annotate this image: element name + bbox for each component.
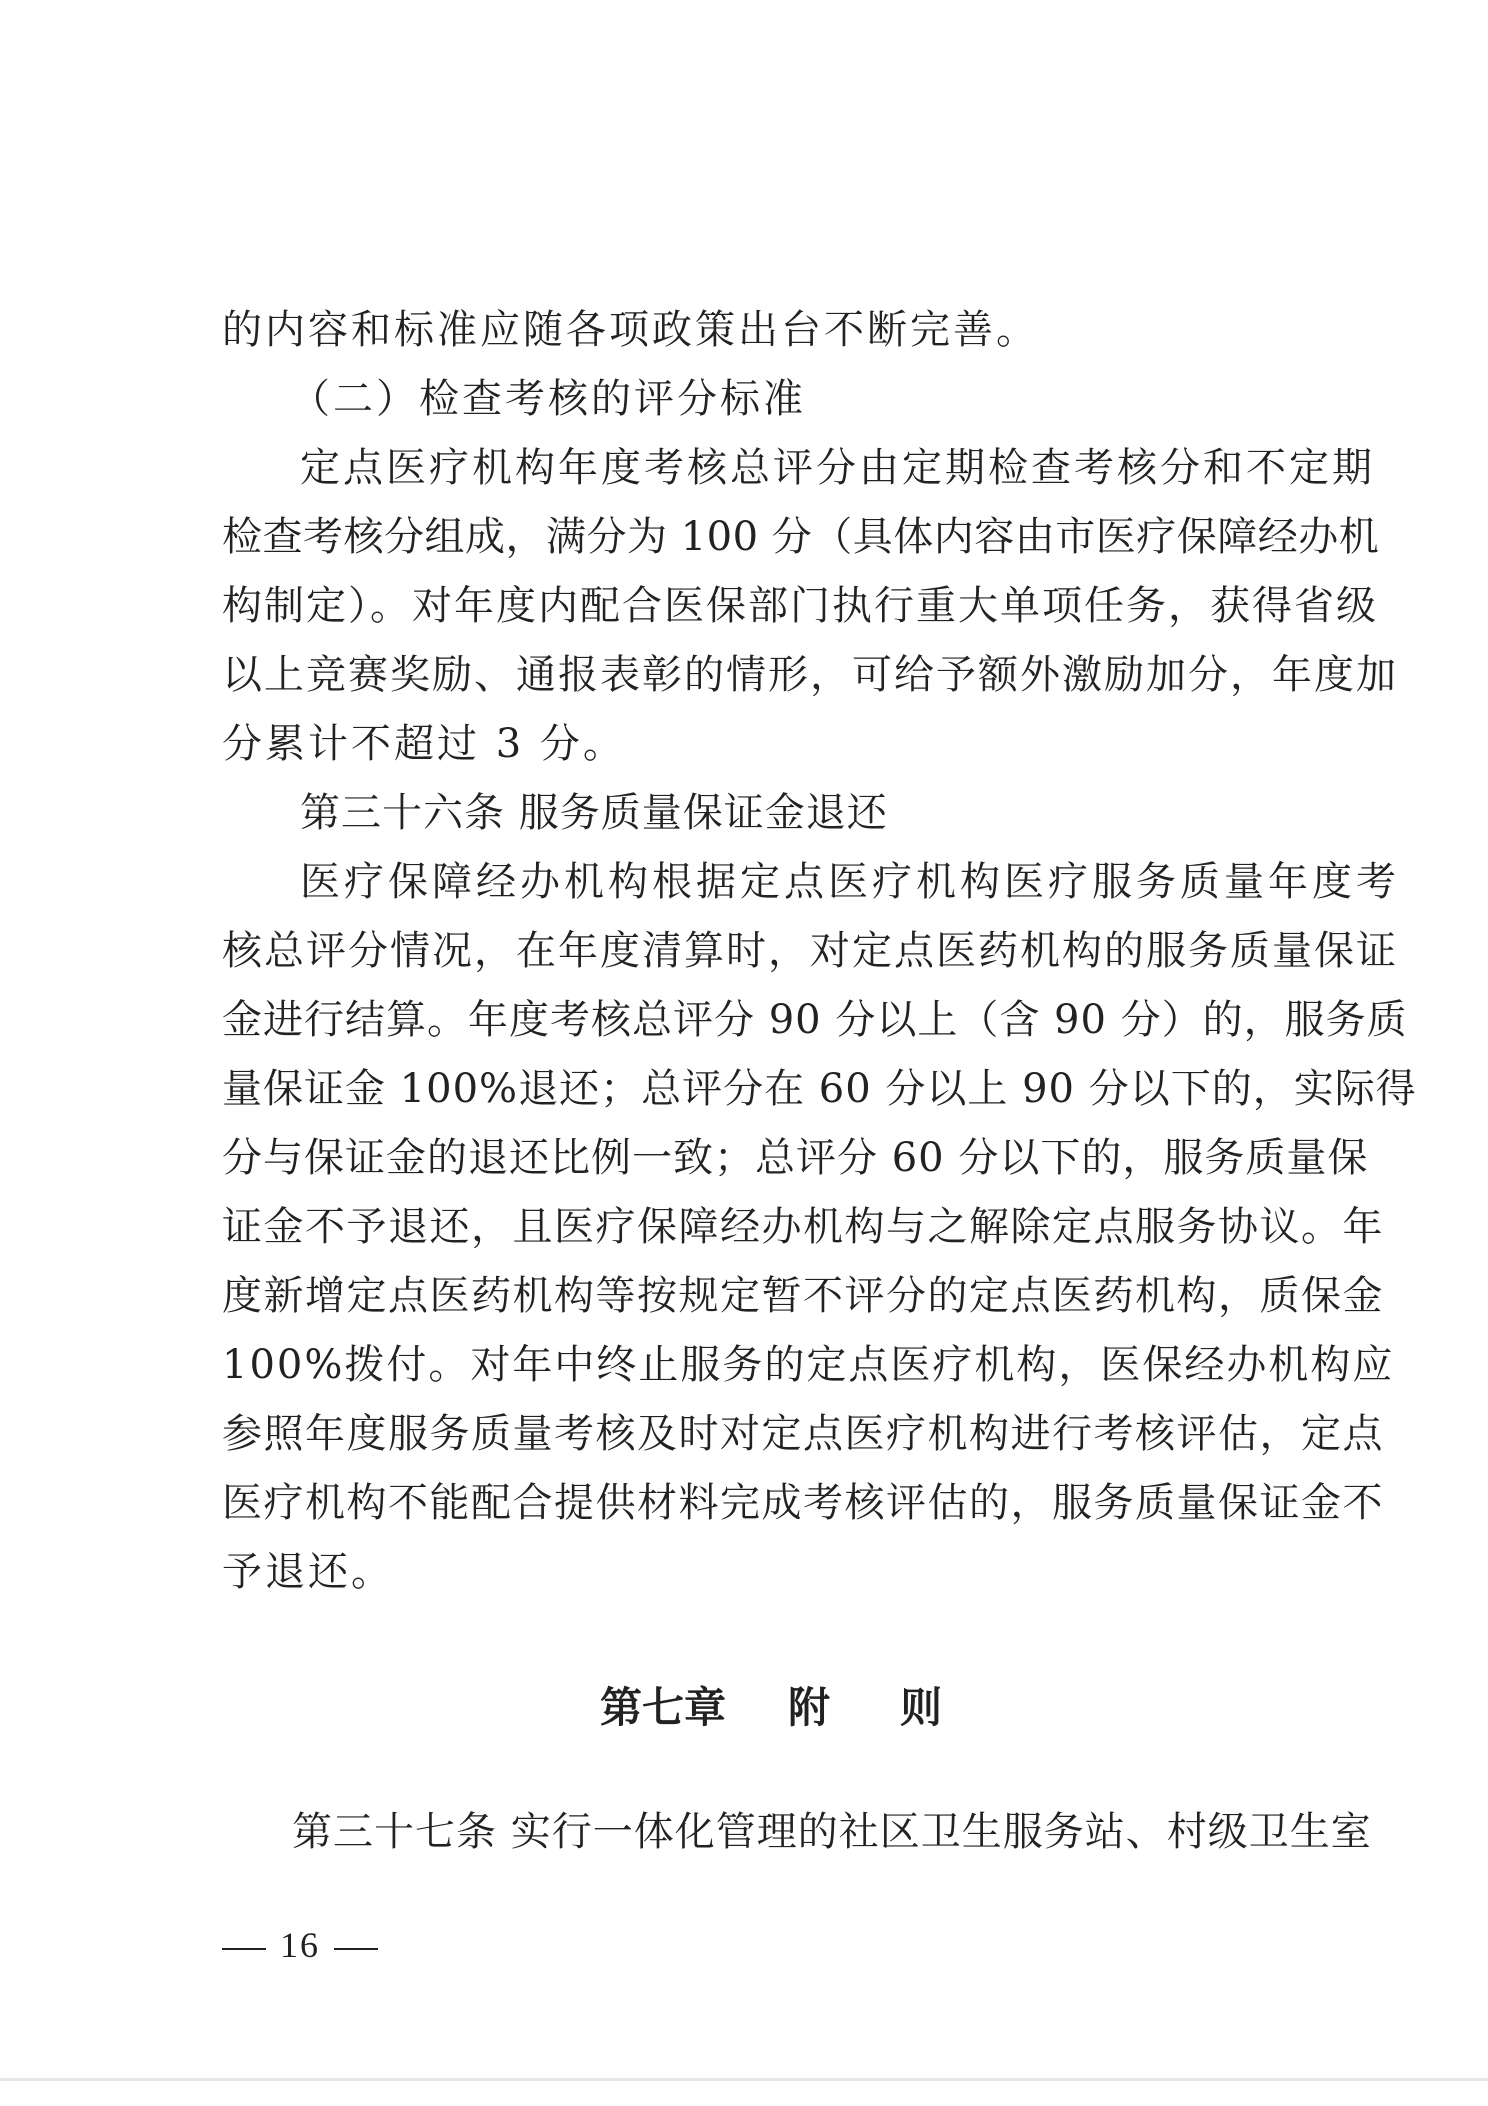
page-number-dash-right (334, 1948, 378, 1950)
article-37-start: 第三十七条 实行一体化管理的社区卫生服务站、村级卫生室 (292, 1809, 1372, 1855)
line-text: 医疗机构不能配合提供材料完成考核评估的，服务质量保证金不 (222, 1480, 1384, 1526)
line-text: 检查考核分组成，满分为 100 分（具体内容由市医疗保障经办机 (222, 514, 1380, 560)
chapter-number: 第七章 (600, 1683, 727, 1732)
line-text: 定点医疗机构年度考核总评分由定期检查考核分和不定期 (300, 445, 1375, 491)
line-text: 以上竞赛奖励、通报表彰的情形，可给予额外激励加分，年度加 (222, 652, 1398, 698)
scan-edge-divider (0, 2078, 1488, 2081)
line-text: 量保证金 100%退还；总评分在 60 分以上 90 分以下的，实际得 (222, 1066, 1417, 1112)
article-36-title: 第三十六条 服务质量保证金退还 (300, 790, 888, 836)
page-number-dash-left (222, 1948, 266, 1950)
line-text: 参照年度服务质量考核及时对定点医疗机构进行考核评估，定点 (222, 1411, 1384, 1457)
page-number (222, 1920, 378, 1970)
line-text: 分与保证金的退还比例一致；总评分 60 分以下的，服务质量保 (222, 1135, 1369, 1181)
line-text: 构制定）。对年度内配合医保部门执行重大单项任务，获得省级 (222, 583, 1378, 629)
chapter-title-char-1: 附 (788, 1683, 831, 1732)
line-text: 金进行结算。年度考核总评分 90 分以上（含 90 分）的，服务质 (222, 997, 1408, 1043)
line-text: 予退还。 (222, 1549, 394, 1595)
line-text: 度新增定点医药机构等按规定暂不评分的定点医药机构，质保金 (222, 1273, 1384, 1319)
line-text: 100%拨付。对年中终止服务的定点医疗机构，医保经办机构应 (222, 1342, 1395, 1388)
line-text: 医疗保障经办机构根据定点医疗机构医疗服务质量年度考 (300, 859, 1400, 905)
section-subheading: （二）检查考核的评分标准 (290, 376, 806, 422)
line-text: 证金不予退还，且医疗保障经办机构与之解除定点服务协议。年 (222, 1204, 1384, 1250)
line-text: 的内容和标准应随各项政策出台不断完善。 (222, 307, 1039, 353)
chapter-title-char-2: 则 (900, 1683, 943, 1732)
line-text: 核总评分情况，在年度清算时，对定点医药机构的服务质量保证 (222, 928, 1398, 974)
page-number-value: 16 (280, 1925, 320, 1965)
line-text: 分累计不超过 3 分。 (222, 721, 626, 767)
